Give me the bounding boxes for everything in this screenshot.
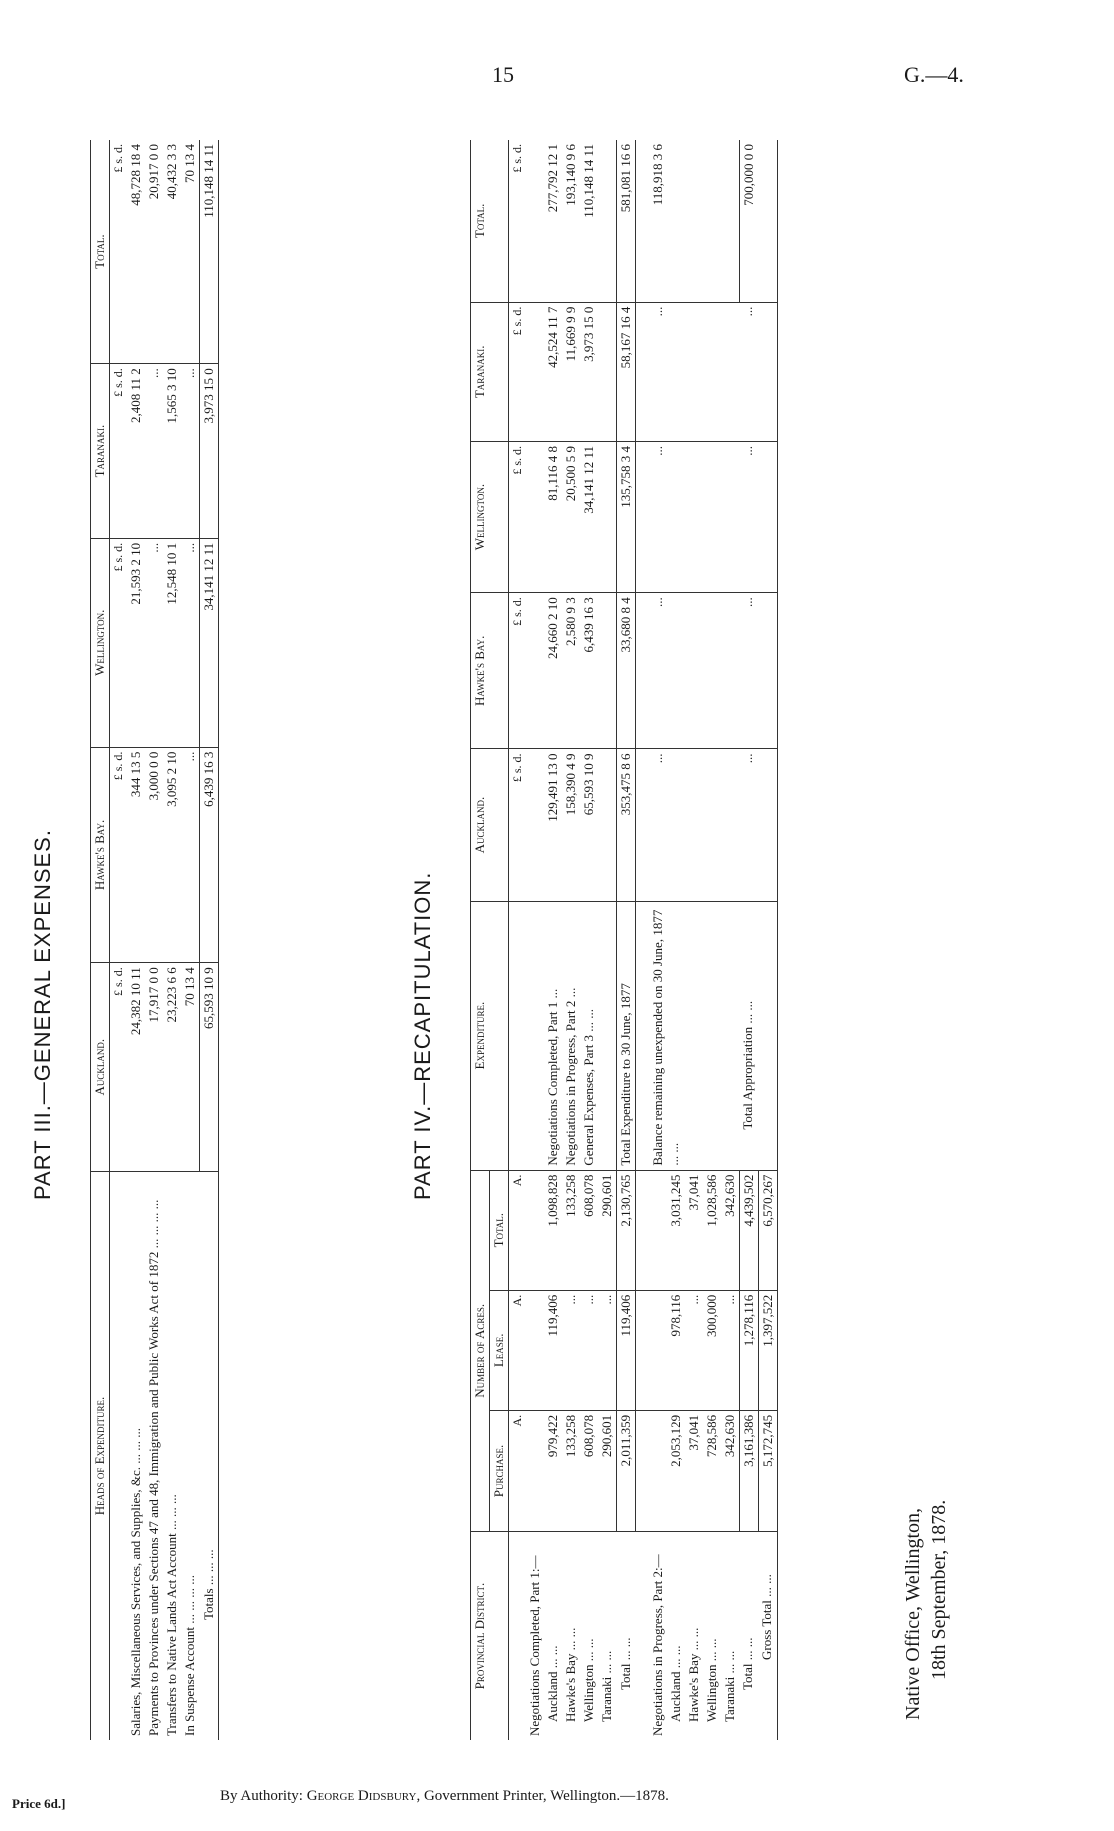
unit: £ s. d. xyxy=(509,302,527,441)
cell: 20,500 5 9 xyxy=(562,441,580,592)
unit: £ s. d. xyxy=(509,593,527,749)
cell: 33,680 8 4 xyxy=(617,593,636,749)
table-row xyxy=(721,140,740,1740)
document-reference: G.—4. xyxy=(904,62,964,87)
table-row xyxy=(703,140,721,1740)
cell: 1,565 3 10 xyxy=(163,364,181,539)
cell: 110,148 14 11 xyxy=(200,140,219,364)
rotated-landscape-content xyxy=(30,110,1020,1760)
unit: £ s. d. xyxy=(509,749,527,901)
cell: 193,140 9 6 xyxy=(562,140,580,302)
cell: 2,011,359 xyxy=(617,1410,636,1531)
district-label: Hawke's Bay ... ... xyxy=(685,1627,701,1722)
cell: ... xyxy=(636,593,685,749)
cell: ... xyxy=(739,441,758,592)
cell: 58,167 16 4 xyxy=(617,302,636,441)
cell: 20,917 0 0 xyxy=(145,140,163,364)
col-acres: Number of Acres. xyxy=(471,1170,490,1531)
cell: 300,000 xyxy=(703,1290,721,1410)
cell: 133,258 xyxy=(562,1170,580,1290)
cell: 1,397,522 xyxy=(758,1290,777,1410)
unit: £ s. d. xyxy=(110,747,128,963)
cell: 2,053,129 xyxy=(667,1410,685,1531)
group-heading-row xyxy=(636,140,667,1740)
cell: 342,630 xyxy=(721,1410,740,1531)
unit: £ s. d. xyxy=(110,364,128,539)
group-total-row xyxy=(739,140,758,1740)
table-header-row xyxy=(471,140,490,1740)
cell: ... xyxy=(739,302,758,441)
row-label: Salaries, Miscellaneous Services, and Supplies, &c. ... ... ... xyxy=(128,1428,143,1736)
district-label: Taranaki ... ... xyxy=(599,1650,614,1722)
page-number: 15 xyxy=(492,62,514,87)
group-total-row xyxy=(617,140,636,1740)
table-row xyxy=(580,140,598,1740)
unit: A. xyxy=(509,1290,527,1410)
part4-title: PART IV.—RECAPITULATION. xyxy=(410,871,435,1200)
expenditure-label: Total Expenditure to 30 June, 1877 xyxy=(617,901,636,1170)
expenditure-label: Negotiations in Progress, Part 2 ... xyxy=(562,901,580,1170)
col-total: Total. xyxy=(91,140,110,364)
cell: ... xyxy=(580,1290,598,1410)
cell: 3,973 15 0 xyxy=(580,302,598,441)
cell: 1,278,116 xyxy=(739,1290,758,1410)
cell: 342,630 xyxy=(721,1170,740,1290)
cell: ... xyxy=(739,749,758,901)
unit: A. xyxy=(509,1410,527,1531)
col-heads: Heads of Expenditure. xyxy=(91,1172,110,1741)
cell: 290,601 xyxy=(598,1170,617,1290)
row-label: In Suspense Account ... ... ... ... xyxy=(182,1574,197,1736)
cell: 3,973 15 0 xyxy=(200,364,219,539)
cell: 133,258 xyxy=(562,1410,580,1531)
cell: 2,130,765 xyxy=(617,1170,636,1290)
cell: 728,586 xyxy=(703,1410,721,1531)
col-auckland: Auckland. xyxy=(471,749,509,901)
cell: 2,580 9 3 xyxy=(562,593,580,749)
units-row xyxy=(509,140,527,1740)
expenditure-label: Total Appropriation ... ... xyxy=(739,901,758,1170)
cell: ... xyxy=(145,538,163,747)
cell: 24,660 2 10 xyxy=(544,593,562,749)
cell: ... xyxy=(636,749,685,901)
expenditure-label: Balance remaining unexpended on 30 June, 1877 ... ... xyxy=(636,901,685,1170)
cell: 6,439 16 3 xyxy=(200,747,219,963)
cell: ... xyxy=(145,364,163,539)
cell: 42,524 11 7 xyxy=(544,302,562,441)
col-taranaki: Taranaki. xyxy=(91,364,110,539)
district-label: Gross Total ... ... xyxy=(759,1574,774,1660)
printer-name: George Didsbury xyxy=(306,1788,417,1804)
unit: A. xyxy=(509,1170,527,1290)
cell: 608,078 xyxy=(580,1170,598,1290)
cell: 3,031,245 xyxy=(667,1170,685,1290)
cell: 119,406 xyxy=(617,1290,636,1410)
signature-line: Native Office, Wellington, xyxy=(902,1507,924,1720)
cell: 40,432 3 3 xyxy=(163,140,181,364)
cell: 129,491 13 0 xyxy=(544,749,562,901)
cell: 6,570,267 xyxy=(758,1170,777,1290)
group-heading: Negotiations in Progress, Part 2:— xyxy=(649,1554,665,1736)
signature-line: 18th September, 1878. xyxy=(928,1499,950,1680)
col-taranaki: Taranaki. xyxy=(471,302,509,441)
authority-prefix: By Authority: xyxy=(220,1788,303,1804)
totals-label: Totals ... ... ... xyxy=(200,1549,216,1620)
col-hawkes-bay: Hawke's Bay. xyxy=(91,747,110,963)
cell: 119,406 xyxy=(544,1290,562,1410)
cell: 2,408 11 2 xyxy=(127,364,145,539)
cell: ... xyxy=(181,538,200,747)
cell: 23,223 6 6 xyxy=(163,963,181,1172)
table-row xyxy=(562,140,580,1740)
col-hawkes-bay: Hawke's Bay. xyxy=(471,593,509,749)
col-wellington: Wellington. xyxy=(91,538,110,747)
part3-title: PART III.—GENERAL EXPENSES. xyxy=(30,829,55,1200)
table-row xyxy=(127,140,145,1740)
district-label: Taranaki ... ... xyxy=(721,1650,737,1722)
cell: 65,593 10 9 xyxy=(580,749,598,901)
unit: £ s. d. xyxy=(110,140,128,364)
cell: 3,000 0 0 xyxy=(145,747,163,963)
cell: 34,141 12 11 xyxy=(200,538,219,747)
cell: ... xyxy=(636,441,685,592)
cell: 21,593 2 10 xyxy=(127,538,145,747)
cell: 17,917 0 0 xyxy=(145,963,163,1172)
cell: ... xyxy=(721,1290,740,1410)
cell: 1,028,586 xyxy=(703,1170,721,1290)
district-label: Total ... ... xyxy=(740,1637,755,1690)
unit: £ s. d. xyxy=(509,140,527,302)
cell: ... xyxy=(562,1290,580,1410)
col-expenditure: Expenditure. xyxy=(471,901,509,1170)
district-label: Total ... ... xyxy=(617,1637,633,1690)
cell: 608,078 xyxy=(580,1410,598,1531)
district-label: Wellington ... ... xyxy=(581,1638,596,1722)
cell: ... xyxy=(181,364,200,539)
cell: 48,728 18 4 xyxy=(127,140,145,364)
cell: ... xyxy=(739,593,758,749)
cell: 3,095 2 10 xyxy=(163,747,181,963)
cell: 5,172,745 xyxy=(758,1410,777,1531)
cell: 344 13 5 xyxy=(127,747,145,963)
cell: 81,116 4 8 xyxy=(544,441,562,592)
cell: 24,382 10 11 xyxy=(127,963,145,1172)
col-wellington: Wellington. xyxy=(471,441,509,592)
cell: 1,098,828 xyxy=(544,1170,562,1290)
table-row xyxy=(181,140,200,1740)
cell: ... xyxy=(636,302,685,441)
cell: 135,758 3 4 xyxy=(617,441,636,592)
cell: 6,439 16 3 xyxy=(580,593,598,749)
recapitulation-table xyxy=(470,140,778,1740)
authority-suffix: , Government Printer, Wellington.—1878. xyxy=(416,1788,669,1804)
table-row xyxy=(163,140,181,1740)
col-auckland: Auckland. xyxy=(91,963,110,1172)
district-label: Wellington ... ... xyxy=(703,1638,719,1722)
col-district: Provincial District. xyxy=(471,1532,509,1741)
cell: 37,041 xyxy=(685,1170,703,1290)
cell: 978,116 xyxy=(667,1290,685,1410)
unit: £ s. d. xyxy=(110,538,128,747)
row-label: Payments to Provinces under Sections 47 and 48, Immigration and Public Works Act of 1872 ... ... ... ... xyxy=(146,1199,161,1736)
general-expenses-table xyxy=(90,140,219,1740)
district-label: Auckland ... ... xyxy=(545,1645,560,1722)
table-row xyxy=(598,140,617,1740)
cell: 581,081 16 6 xyxy=(617,140,636,302)
table-row xyxy=(685,140,703,1740)
cell: ... xyxy=(685,1290,703,1410)
row-label: Transfers to Native Lands Act Account ... ... ... xyxy=(164,1494,179,1736)
district-label: Auckland ... ... xyxy=(667,1645,683,1722)
totals-row xyxy=(200,140,219,1740)
cell: 12,548 10 1 xyxy=(163,538,181,747)
cell: 34,141 12 11 xyxy=(580,441,598,592)
cell: 353,475 8 6 xyxy=(617,749,636,901)
table-row xyxy=(544,140,562,1740)
cell: 37,041 xyxy=(685,1410,703,1531)
cell: 65,593 10 9 xyxy=(200,963,219,1172)
authority-line xyxy=(220,1788,669,1805)
cell: 700,000 0 0 xyxy=(739,140,758,302)
cell: ... xyxy=(598,1290,617,1410)
gross-total-row xyxy=(758,140,777,1740)
cell: 158,390 4 9 xyxy=(562,749,580,901)
cell: 4,439,502 xyxy=(739,1170,758,1290)
table-header-row xyxy=(91,140,110,1740)
cell: 70 13 4 xyxy=(181,140,200,364)
cell: ... xyxy=(181,747,200,963)
col-purchase: Purchase. xyxy=(490,1410,509,1531)
cell: 11,669 9 9 xyxy=(562,302,580,441)
cell: 3,161,386 xyxy=(739,1410,758,1531)
col-lease: Lease. xyxy=(490,1290,509,1410)
group-heading: Negotiations Completed, Part 1:— xyxy=(527,1555,542,1736)
units-row xyxy=(110,140,128,1740)
col-total: Total. xyxy=(471,140,509,302)
expenditure-label: General Expenses, Part 3 ... ... xyxy=(580,901,598,1170)
group-heading-row xyxy=(526,140,544,1740)
price-label: Price 6d.] xyxy=(12,1796,66,1811)
cell: 110,148 14 11 xyxy=(580,140,598,302)
unit: £ s. d. xyxy=(509,441,527,592)
cell: 290,601 xyxy=(598,1410,617,1531)
cell: 979,422 xyxy=(544,1410,562,1531)
cell: 118,918 3 6 xyxy=(636,140,685,302)
cell: 277,792 12 1 xyxy=(544,140,562,302)
signature-block xyxy=(900,1500,952,1720)
col-acres-total: Total. xyxy=(490,1170,509,1290)
cell: 70 13 4 xyxy=(181,963,200,1172)
table-row xyxy=(145,140,163,1740)
district-label: Hawke's Bay ... ... xyxy=(563,1627,578,1722)
expenditure-label: Negotiations Completed, Part 1 ... xyxy=(544,901,562,1170)
unit: £ s. d. xyxy=(110,963,128,1172)
